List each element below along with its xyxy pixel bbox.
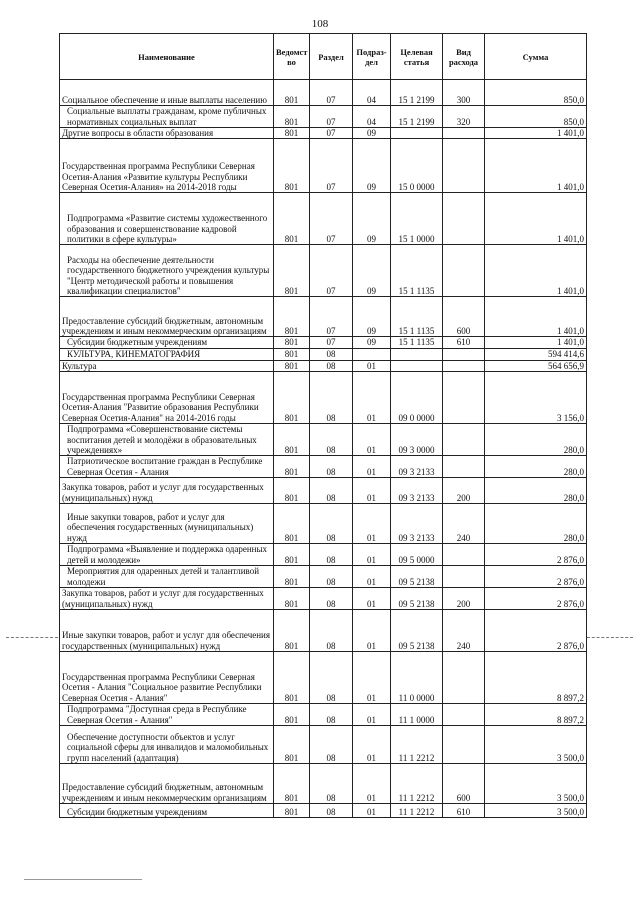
cell-target: 09 3 2133 (391, 504, 443, 544)
cell-target: 09 5 0000 (391, 544, 443, 566)
cell-name (60, 610, 274, 652)
cell-section: 08 (310, 544, 353, 566)
cell-amount: 2 876,0 (485, 588, 587, 610)
table-row (60, 360, 587, 371)
cell-expense-type (443, 424, 485, 456)
cell-target: 11 1 2212 (391, 804, 443, 818)
cell-target: 15 0 0000 (391, 139, 443, 193)
cell-name (60, 348, 274, 360)
table-row (60, 544, 587, 566)
table-row (60, 128, 587, 139)
cell-expense-type (443, 245, 485, 297)
cell-name (60, 139, 274, 193)
cell-subsection: 01 (353, 764, 391, 804)
cell-target: 09 3 2133 (391, 456, 443, 478)
cell-amount: 1 401,0 (485, 297, 587, 337)
cell-department: 801 (274, 804, 310, 818)
cell-target: 09 5 2138 (391, 588, 443, 610)
row-label: Государственная программа Республики Северная Осетия - Алания "Социальное развитие Республики Северная Осетия - Алания" (62, 672, 262, 703)
cell-section: 07 (310, 80, 353, 106)
cell-subsection: 09 (353, 193, 391, 245)
cell-name (60, 804, 274, 818)
cell-amount: 850,0 (485, 80, 587, 106)
row-label: Предоставление субсидий бюджетным, автономным учреждениям и иным некоммерческим организациям (62, 782, 267, 803)
cell-expense-type (443, 704, 485, 726)
cell-amount: 1 401,0 (485, 245, 587, 297)
cell-department: 801 (274, 566, 310, 588)
table-row (60, 297, 587, 337)
table-row (60, 139, 587, 193)
cell-section: 07 (310, 297, 353, 337)
row-label: Подпрограмма "Доступная среда в Республике Северная Осетия - Алания" (67, 704, 247, 725)
cell-department: 801 (274, 337, 310, 348)
cell-section: 07 (310, 128, 353, 139)
cell-section: 07 (310, 337, 353, 348)
footer-line (24, 879, 142, 880)
cell-subsection: 01 (353, 566, 391, 588)
cell-section: 08 (310, 348, 353, 360)
cell-section: 08 (310, 478, 353, 504)
scan-artifact-line-left (6, 637, 58, 638)
cell-subsection: 09 (353, 128, 391, 139)
cell-section: 07 (310, 106, 353, 128)
cell-amount: 280,0 (485, 424, 587, 456)
cell-name (60, 297, 274, 337)
header-amount: Сумма (485, 34, 587, 80)
cell-name (60, 704, 274, 726)
table-row (60, 348, 587, 360)
cell-amount: 594 414,6 (485, 348, 587, 360)
cell-name (60, 193, 274, 245)
cell-target (391, 360, 443, 371)
cell-amount: 8 897,2 (485, 704, 587, 726)
header-target: Целевая статья (391, 34, 443, 80)
budget-table (59, 33, 587, 818)
cell-section: 08 (310, 566, 353, 588)
cell-subsection: 09 (353, 139, 391, 193)
cell-name (60, 360, 274, 371)
cell-section: 08 (310, 764, 353, 804)
cell-target: 09 3 2133 (391, 478, 443, 504)
cell-section: 07 (310, 193, 353, 245)
cell-department: 801 (274, 652, 310, 704)
cell-expense-type (443, 372, 485, 424)
cell-subsection: 04 (353, 106, 391, 128)
cell-target: 11 1 2212 (391, 726, 443, 764)
cell-name (60, 337, 274, 348)
cell-amount: 1 401,0 (485, 139, 587, 193)
cell-department: 801 (274, 360, 310, 371)
cell-subsection: 09 (353, 245, 391, 297)
cell-department: 801 (274, 372, 310, 424)
cell-amount: 2 876,0 (485, 610, 587, 652)
cell-amount: 3 156,0 (485, 372, 587, 424)
cell-name (60, 478, 274, 504)
row-label: КУЛЬТУРА, КИНЕМАТОГРАФИЯ (67, 349, 201, 360)
cell-amount: 3 500,0 (485, 764, 587, 804)
row-label: Государственная программа Республики Северная Осетия-Алания "Развитие образования Республики Северная Осетия-Алания" на 2014-2016 годы (62, 392, 259, 423)
cell-name (60, 544, 274, 566)
cell-expense-type (443, 193, 485, 245)
cell-section: 08 (310, 360, 353, 371)
table-row (60, 456, 587, 478)
cell-target: 15 1 1135 (391, 337, 443, 348)
cell-amount: 3 500,0 (485, 726, 587, 764)
cell-department: 801 (274, 193, 310, 245)
row-label: Закупка товаров, работ и услуг для государственных (муниципальных) нужд (62, 588, 264, 609)
cell-name (60, 106, 274, 128)
cell-section: 08 (310, 726, 353, 764)
table-row (60, 726, 587, 764)
cell-target: 15 1 2199 (391, 106, 443, 128)
row-label: Подпрограмма «Развитие системы художественного образования и совершенствование кадровой политики в сфере культуры» (67, 213, 268, 244)
header-department: Ведомст во (274, 34, 310, 80)
cell-expense-type (443, 652, 485, 704)
cell-amount: 2 876,0 (485, 566, 587, 588)
table-header-row (60, 34, 587, 80)
cell-subsection: 04 (353, 80, 391, 106)
cell-amount: 850,0 (485, 106, 587, 128)
cell-amount: 8 897,2 (485, 652, 587, 704)
header-expense-type: Вид расхода (443, 34, 485, 80)
cell-target: 15 1 1135 (391, 297, 443, 337)
table-body (60, 80, 587, 818)
row-label: Подпрограмма «Совершенствование системы воспитания детей и молодёжи в образовательных учреждениях» (67, 424, 257, 456)
cell-expense-type: 240 (443, 504, 485, 544)
table-row (60, 588, 587, 610)
table-row (60, 372, 587, 424)
cell-expense-type (443, 544, 485, 566)
cell-target: 09 5 2138 (391, 610, 443, 652)
cell-subsection: 01 (353, 588, 391, 610)
cell-expense-type: 200 (443, 588, 485, 610)
cell-department: 801 (274, 106, 310, 128)
table-row (60, 566, 587, 588)
header-subsection: Подраз- дел (353, 34, 391, 80)
cell-name (60, 424, 274, 456)
cell-subsection: 01 (353, 652, 391, 704)
row-label: Закупка товаров, работ и услуг для государственных (муниципальных) нужд (62, 482, 264, 503)
cell-department: 801 (274, 128, 310, 139)
cell-target: 09 0 0000 (391, 372, 443, 424)
row-label: Социальные выплаты гражданам, кроме публичных нормативных социальных выплат (67, 106, 267, 127)
cell-department: 801 (274, 456, 310, 478)
cell-subsection: 09 (353, 297, 391, 337)
cell-expense-type (443, 348, 485, 360)
cell-amount: 2 876,0 (485, 544, 587, 566)
cell-section: 08 (310, 456, 353, 478)
cell-name (60, 566, 274, 588)
cell-department: 801 (274, 139, 310, 193)
cell-subsection (353, 348, 391, 360)
cell-subsection: 01 (353, 424, 391, 456)
cell-section: 08 (310, 610, 353, 652)
cell-section: 07 (310, 139, 353, 193)
cell-expense-type: 320 (443, 106, 485, 128)
cell-name (60, 456, 274, 478)
cell-name (60, 80, 274, 106)
cell-section: 08 (310, 504, 353, 544)
row-label: Иные закупки товаров, работ и услуг для обеспечения государственных (муниципальных) нужд (67, 512, 254, 543)
cell-expense-type: 610 (443, 337, 485, 348)
table-row (60, 424, 587, 456)
row-label: Другие вопросы в области образования (62, 128, 214, 138)
cell-subsection: 01 (353, 704, 391, 726)
cell-expense-type (443, 360, 485, 371)
page-number: 108 (311, 18, 329, 30)
cell-section: 08 (310, 652, 353, 704)
table-row (60, 337, 587, 348)
cell-amount: 3 500,0 (485, 804, 587, 818)
cell-expense-type (443, 139, 485, 193)
cell-section: 08 (310, 372, 353, 424)
table-row (60, 652, 587, 704)
header-section: Раздел (310, 34, 353, 80)
cell-department: 801 (274, 348, 310, 360)
cell-name (60, 128, 274, 139)
cell-subsection: 01 (353, 726, 391, 764)
cell-department: 801 (274, 610, 310, 652)
cell-amount: 1 401,0 (485, 193, 587, 245)
row-label: Мероприятия для одаренных детей и талантливой молодежи (67, 566, 260, 587)
cell-expense-type (443, 726, 485, 764)
cell-department: 801 (274, 424, 310, 456)
table-row (60, 704, 587, 726)
cell-department: 801 (274, 726, 310, 764)
row-label: Субсидии бюджетным учреждениям (67, 337, 208, 348)
cell-subsection: 01 (353, 610, 391, 652)
cell-section: 08 (310, 704, 353, 726)
cell-section: 08 (310, 588, 353, 610)
cell-section: 08 (310, 804, 353, 818)
row-label: Расходы на обеспечение деятельности государственного бюджетного учреждения культуры "Центр методической работы и повышения квалификации специалистов" (67, 254, 270, 296)
cell-name (60, 764, 274, 804)
cell-subsection: 01 (353, 478, 391, 504)
cell-subsection: 01 (353, 544, 391, 566)
cell-target: 15 1 1135 (391, 245, 443, 297)
cell-department: 801 (274, 764, 310, 804)
cell-amount: 280,0 (485, 478, 587, 504)
row-label: Обеспечение доступности объектов и услуг социальной сферы для инвалидов и маломобильных групп населений (адаптация) (67, 732, 269, 763)
cell-department: 801 (274, 704, 310, 726)
cell-target: 09 5 2138 (391, 566, 443, 588)
cell-subsection: 09 (353, 337, 391, 348)
cell-name (60, 372, 274, 424)
table-row (60, 106, 587, 128)
cell-subsection: 01 (353, 360, 391, 371)
cell-amount: 280,0 (485, 456, 587, 478)
cell-expense-type (443, 456, 485, 478)
cell-department: 801 (274, 297, 310, 337)
cell-amount: 280,0 (485, 504, 587, 544)
row-label: Патриотическое воспитание граждан в Республике Северная Осетия - Алания (67, 456, 263, 477)
cell-target: 11 1 0000 (391, 704, 443, 726)
cell-subsection: 01 (353, 504, 391, 544)
cell-section: 07 (310, 245, 353, 297)
table-row (60, 80, 587, 106)
scan-artifact-line-right (587, 637, 633, 638)
cell-name (60, 504, 274, 544)
cell-target: 15 1 0000 (391, 193, 443, 245)
cell-subsection: 01 (353, 456, 391, 478)
cell-subsection: 01 (353, 372, 391, 424)
cell-target: 15 1 2199 (391, 80, 443, 106)
cell-department: 801 (274, 478, 310, 504)
row-label: Подпрограмма «Выявление и поддержка одаренных детей и молодежи» (67, 544, 268, 565)
table-row (60, 764, 587, 804)
cell-expense-type: 600 (443, 764, 485, 804)
cell-department: 801 (274, 544, 310, 566)
cell-target (391, 128, 443, 139)
cell-expense-type (443, 128, 485, 139)
cell-expense-type: 610 (443, 804, 485, 818)
cell-expense-type (443, 566, 485, 588)
table-row (60, 610, 587, 652)
header-name: Наименование (60, 34, 274, 80)
cell-expense-type: 240 (443, 610, 485, 652)
row-label: Культура (62, 360, 97, 371)
table-row (60, 804, 587, 818)
cell-name (60, 245, 274, 297)
cell-target: 09 3 0000 (391, 424, 443, 456)
row-label: Предоставление субсидий бюджетным, автономным учреждениям и иным некоммерческим организациям (62, 315, 267, 336)
table-row (60, 193, 587, 245)
cell-department: 801 (274, 504, 310, 544)
row-label: Социальное обеспечение и иные выплаты населению (62, 94, 267, 105)
cell-target: 11 0 0000 (391, 652, 443, 704)
cell-name (60, 726, 274, 764)
cell-name (60, 588, 274, 610)
row-label: Субсидии бюджетным учреждениям (67, 806, 208, 817)
cell-expense-type: 600 (443, 297, 485, 337)
table-row (60, 245, 587, 297)
cell-amount: 564 656,9 (485, 360, 587, 371)
cell-section: 08 (310, 424, 353, 456)
table-row (60, 504, 587, 544)
table-row (60, 478, 587, 504)
cell-amount: 1 401,0 (485, 128, 587, 139)
cell-department: 801 (274, 80, 310, 106)
cell-target: 11 1 2212 (391, 764, 443, 804)
cell-name (60, 652, 274, 704)
cell-target (391, 348, 443, 360)
cell-expense-type: 200 (443, 478, 485, 504)
cell-subsection: 01 (353, 804, 391, 818)
row-label: Иные закупки товаров, работ и услуг для обеспечения государственных (муниципальных) нужд (62, 630, 270, 651)
cell-department: 801 (274, 588, 310, 610)
cell-department: 801 (274, 245, 310, 297)
cell-expense-type: 300 (443, 80, 485, 106)
row-label: Государственная программа Республики Северная Осетия-Алания «Развитие культуры Республики Северная Осетия-Алания» на 2014-2018 годы (62, 161, 255, 192)
cell-amount: 1 401,0 (485, 337, 587, 348)
